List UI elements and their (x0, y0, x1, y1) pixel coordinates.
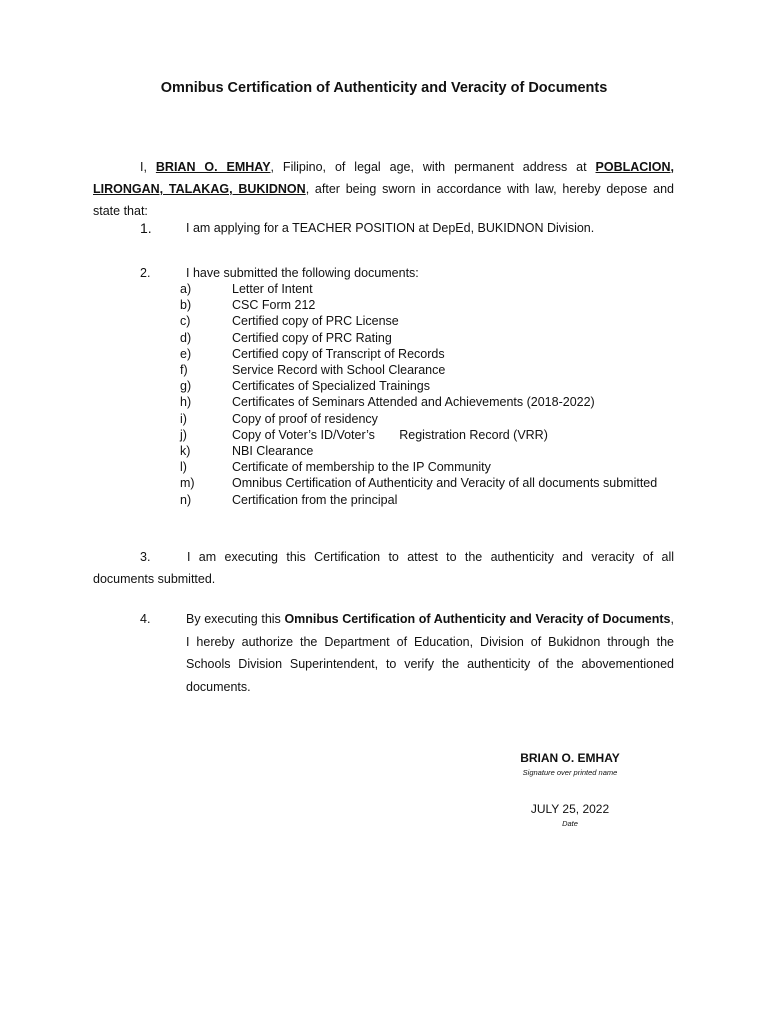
item-3-paragraph (93, 546, 674, 590)
list-item: g) Certificates of Specialized Trainings (180, 379, 431, 394)
list-item: h) Certificates of Seminars Attended and Achievements (2018-2022) (180, 395, 595, 410)
list-item: m) Omnibus Certification of Authenticity and Veracity of all documents submitted (180, 476, 658, 491)
list-item: i) Copy of proof of residency (180, 411, 378, 426)
list-item: d) Certified copy of PRC Rating (180, 330, 392, 345)
affiant-name: BRIAN O. EMHAY (155, 160, 271, 174)
signature-caption: Signature over printed name (522, 768, 618, 777)
intro-text-2: , Filipino, of legal age, with permanent address at (270, 160, 596, 174)
item-2-number: 2. (140, 266, 151, 280)
signing-date: JULY 25, 2022 (530, 802, 610, 816)
item-1-text: I am applying for a TEACHER POSITION at DepEd, BUKIDNON Division. (186, 221, 595, 235)
item-1-number: 1. (140, 220, 152, 236)
list-item: k) NBI Clearance (180, 443, 314, 458)
list-item: j) Copy of Voter’s ID/Voter’s Registration Record (VRR) (180, 427, 548, 442)
item-3-text: I am executing this Certification to attest to the authenticity and veracity of all documents submitted. (93, 550, 674, 586)
intro-text-3: , after being sworn in accordance with law, hereby depose and state that: (93, 182, 674, 218)
permanent-address: POBLACION, LIRONGAN, TALAKAG, BUKIDNON (93, 160, 675, 196)
document-title: Omnibus Certification of Authenticity and Veracity of Documents (160, 80, 608, 96)
item-4-number: 4. (140, 612, 151, 626)
signatory-name: BRIAN O. EMHAY (520, 751, 620, 765)
documents-list (180, 281, 674, 508)
list-item: b) CSC Form 212 (180, 298, 316, 313)
item-2-text: I have submitted the following documents: (186, 266, 419, 280)
item-3-number: 3. (140, 550, 151, 564)
item-4-text-post: , I hereby authorize the Department of Education, Division of Bukidnon through the Schools Division Superintendent, to verify the authenticity of the abovementioned documents. (186, 612, 674, 694)
list-item: e) Certified copy of Transcript of Records (180, 346, 445, 361)
item-4-text-pre: By executing this (186, 612, 285, 626)
list-item: l) Certificate of membership to the IP Community (180, 460, 491, 475)
list-item: n) Certification from the principal (180, 493, 398, 508)
item-4-bold-title: Omnibus Certification of Authenticity and Veracity of Documents (284, 612, 671, 626)
intro-paragraph (93, 156, 674, 222)
item-4-paragraph (186, 608, 674, 698)
intro-text-1: I, (140, 160, 156, 174)
list-item: f) Service Record with School Clearance (180, 362, 446, 377)
date-caption: Date (562, 819, 578, 828)
list-item: a) Letter of Intent (180, 282, 313, 296)
list-item: c) Certified copy of PRC License (180, 314, 399, 329)
